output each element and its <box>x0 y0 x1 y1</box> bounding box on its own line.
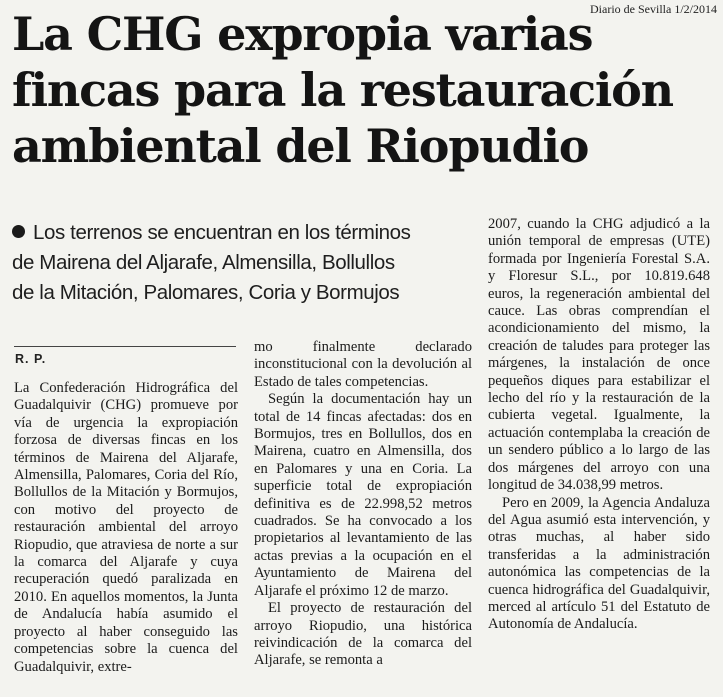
paragraph: La Confederación Hidrográfica del Guadalquivir (CHG) promueve por vía de urgencia la expropiación forzosa de diversas fincas en los términos de Mairena del Aljarafe, Almensilla, Palomares, Coria del Río, Bollullos de la Mitación y Bormujos, con motivo del proyecto de restauración ambiental del arroyo Riopudio, que atraviesa de norte a sur la comarca del Aljarafe y cuya recuperación quedó paralizada en 2010. En aquellos momentos, la Junta de Andalucía había asumido el proyecto al haber conseguido las competencias sobre la cuenca del Guadalquivir, extre- <box>14 380 238 675</box>
subhead-line: de Mairena del Aljarafe, Almensilla, Bollullos <box>12 251 395 274</box>
paragraph: Según la documentación hay un total de 14 fincas afectadas: dos en Bormujos, tres en Bollullos, dos en Mairena, cuatro en Almensilla, dos en Palomares y una en Coria. La superficie total de expropiación definitiva es de 22.998,52 metros cuadrados. Se ha convocado a los propietarios al levantamiento de las actas previas a la ocupación en el Ayuntamiento de Mairena del Aljarafe el próximo 12 de marzo. <box>254 391 472 599</box>
subhead-line: de la Mitación, Palomares, Coria y Bormujos <box>12 281 400 304</box>
subhead-line <box>12 218 482 248</box>
headline <box>12 6 712 174</box>
author-byline: R. P. <box>15 352 47 366</box>
subheadline <box>12 218 482 308</box>
headline-line: La CHG expropia varias <box>12 7 593 61</box>
bullet-icon <box>12 225 25 238</box>
subhead-text: Los terrenos se encuentran en los términos <box>33 221 411 244</box>
divider <box>14 346 236 347</box>
paragraph: mo finalmente declarado inconstitucional con la devolución al Estado de tales competencias. <box>254 339 472 390</box>
paragraph: 2007, cuando la CHG adjudicó a la unión temporal de empresas (UTE) formada por Ingeniería Forestal S.A. y Floresur S.L., por 10.819.648 euros, la regeneración ambiental del cauce. Las obras comprendían el acondicionamiento del mismo, la creación de taludes para proteger las márgenes, la instalación de once pequeños diques para estabilizar el lecho del río y la restauración de la cubierta vegetal. Igualmente, la actuación contemplaba la creación de un sendero público a lo largo de las dos márgenes del arroyo con una longitud de 34.038,99 metros. <box>488 216 710 494</box>
article-column-3 <box>488 216 710 634</box>
source-line: Diario de Sevilla 1/2/2014 <box>590 2 717 16</box>
headline-line: fincas para la restauración <box>12 63 673 117</box>
paragraph: Pero en 2009, la Agencia Andaluza del Agua asumió esta intervención, y otras muchas, al haber sido transferidas a la administración autonómica las competencias de la cuenca hidrográfica del Guadalquivir, merced al artículo 51 del Estatuto de Autonomía de Andalucía. <box>488 494 710 633</box>
article-column-2 <box>254 339 472 670</box>
paragraph: El proyecto de restauración del arroyo Riopudio, una histórica reivindicación de la comarca del Aljarafe, se remonta a <box>254 600 472 669</box>
headline-line: ambiental del Riopudio <box>12 119 589 173</box>
article-column-1 <box>14 380 238 676</box>
